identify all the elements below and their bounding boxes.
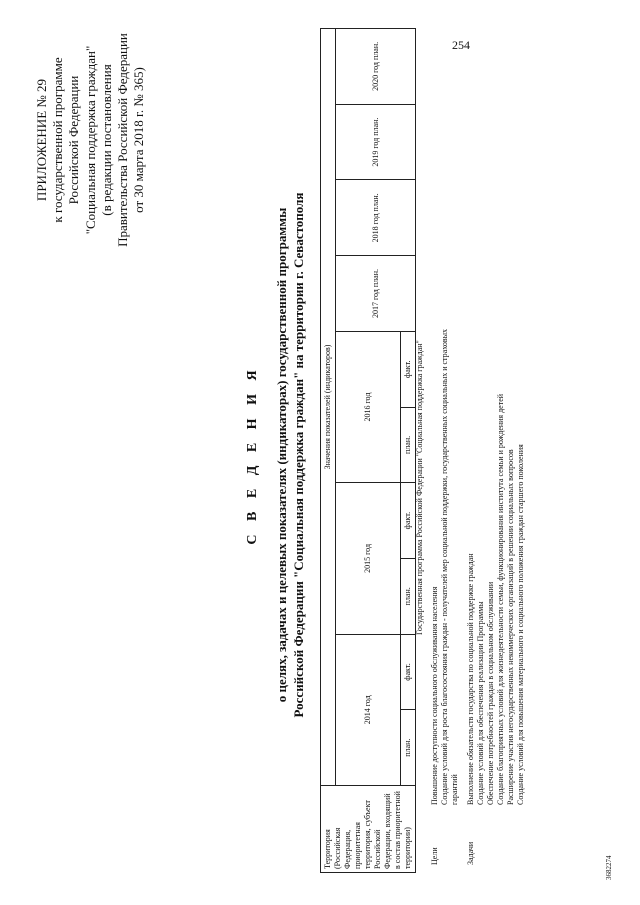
appendix-line: Российской Федерации xyxy=(66,75,82,205)
table-header-row xyxy=(336,29,401,873)
year-header: 2015 год xyxy=(336,483,401,634)
appendix-line: "Социальная поддержка граждан" xyxy=(82,45,98,235)
task-item: Расширение участия негосударственных некоммерческих организаций в решении социальных вопросов xyxy=(506,449,515,805)
goal-item: Создание условий для роста благосостояния граждан - получателей мер социальной поддержки, государственных социальных и страховых xyxy=(440,328,449,805)
document-code: 3682274 xyxy=(605,855,613,880)
program-title: Государственная программа Российской Федерации "Социальная поддержка граждан" xyxy=(415,340,424,635)
task-item: Выполнение обязательств государства по социальной поддержке граждан xyxy=(466,553,475,805)
heading-title: С В Е Д Е Н И Я xyxy=(245,365,260,545)
document-heading xyxy=(245,175,307,735)
plan-year-header: 2019 год план. xyxy=(336,104,416,180)
fact-header: факт. xyxy=(401,634,416,710)
appendix-block xyxy=(34,25,147,255)
year-header: 2016 год xyxy=(336,331,401,482)
table-header-row xyxy=(321,29,336,873)
goal-item: Повышение доступности социального обслуживания населения xyxy=(430,586,439,805)
page-number: 254 xyxy=(452,38,470,52)
task-item: Обеспечение потребностей граждан в социальном обслуживании xyxy=(486,581,495,805)
task-item: Создание условий для повышения материального и социального положения граждан старшего поколения xyxy=(516,444,525,805)
tasks-list xyxy=(466,105,526,805)
appendix-line: к государственной программе xyxy=(50,57,66,223)
plan-header: план. xyxy=(401,710,416,786)
task-item: Создание условий для обеспечения реализации Программы xyxy=(476,601,485,805)
plan-header: план. xyxy=(401,558,416,634)
plan-year-header: 2020 год план. xyxy=(336,29,416,105)
fact-header: факт. xyxy=(401,331,416,407)
tasks-label: Задачи xyxy=(466,841,475,865)
goals-list xyxy=(430,105,460,805)
heading-line-1: о целях, задачах и целевых показателях (индикаторах) государственной программы xyxy=(274,207,289,703)
task-item: Создание благоприятных условий для жизнедеятельности семьи, функционирования института семьи и рождения детей xyxy=(496,393,505,805)
appendix-line: от 30 марта 2018 г. № 365) xyxy=(131,67,147,213)
appendix-line: Правительства Российской Федерации xyxy=(115,33,131,247)
values-header: Значения показателей (индикаторов) xyxy=(321,29,336,786)
goals-label: Цели xyxy=(430,847,439,865)
plan-year-header: 2018 год план. xyxy=(336,180,416,256)
rotated-page xyxy=(20,20,620,885)
plan-header: план. xyxy=(401,407,416,483)
year-header: 2014 год xyxy=(336,634,401,785)
fact-header: факт. xyxy=(401,483,416,559)
heading-line-2: Российской Федерации "Социальная поддержка граждан" на территории г. Севастополя xyxy=(291,192,306,718)
indicators-table xyxy=(320,28,416,873)
territory-header: Территория (Российская Федерация, приоритетная территория, субъект Российской Федерации, входящий в состав приоритетной территории) xyxy=(321,786,416,873)
appendix-line: (в редакции постановления xyxy=(98,64,114,216)
appendix-line: ПРИЛОЖЕНИЕ № 29 xyxy=(34,78,49,202)
goal-item: гарантий xyxy=(450,774,459,805)
plan-year-header: 2017 год план. xyxy=(336,256,416,332)
